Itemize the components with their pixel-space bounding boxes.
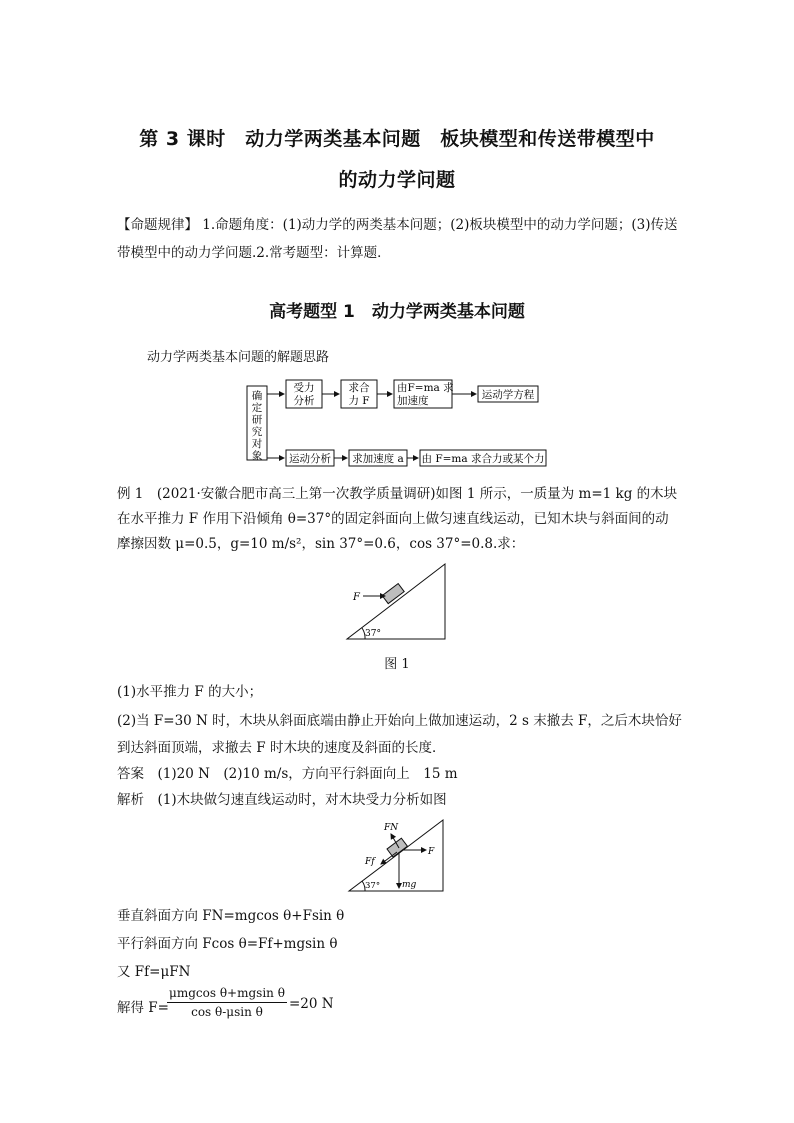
flow-text: 分析 [293,395,315,407]
ff-label: Ff [365,857,375,867]
question-2-line2: 到达斜面顶端，求撤去 F 时木块的速度及斜面的长度． [117,740,446,756]
flow-heading: 动力学两类基本问题的解题思路 [147,350,330,365]
section-title: 高考题型 1 动力学两类基本问题 [269,302,525,322]
figure1-caption: 图 1 [384,657,410,672]
angle-label: 37° [365,881,381,891]
intro-line1: 【命题规律】 1.命题角度：(1)动力学的两类基本问题；(2)板块模型中的动力学问题；(3)传送 [117,217,678,233]
flow-text: 力 F [348,395,370,407]
force-label: F [353,592,360,603]
question-2-line1: (2)当 F=30 N 时，木块从斜面底端由静止开始向上做加速运动，2 s 末撤去 F，之后木块恰好 [117,713,682,729]
fraction-numerator: μmgcos θ+mgsin θ [167,986,287,1003]
flow-text: 受力 [293,382,315,394]
page-title-line1: 第 3 课时 动力学两类基本问题 板块模型和传送带模型中 [139,128,655,150]
flow-text: 加速度 [397,395,429,407]
flow-vbox-char: 对 [251,438,263,450]
flow-text: 由F=ma 求 [397,382,454,394]
figure1-incline [345,560,450,642]
angle-label: 37° [365,629,381,639]
flow-text: 运动学方程 [481,389,535,401]
answer: 答案 (1)20 N (2)10 m/s，方向平行斜面向上 15 m [117,766,458,782]
figure2-force-diagram [347,818,455,894]
example-line1: 例 1 (2021·安徽合肥市高三上第一次教学质量调研)如图 1 所示，一质量为 m=1 kg 的木块 [117,486,678,502]
mg-label: mg [402,880,417,890]
flow-vbox-char: 象 [251,450,263,462]
block [382,584,404,604]
question-1: (1)水平推力 F 的大小； [117,684,263,700]
equation-1: 垂直斜面方向 FN=mgcos θ+Fsin θ [117,908,345,924]
example-line2: 在水平推力 F 作用下沿倾角 θ=37°的固定斜面向上做匀速直线运动，已知木块与斜面间的动 [117,511,669,527]
analysis: 解析 (1)木块做匀速直线运动时，对木块受力分析如图 [117,792,447,808]
flow-text: 求合 [348,382,370,394]
f-label: F [428,847,435,857]
page-title-line2: 的动力学问题 [338,169,456,191]
flow-vbox-char: 确 [251,390,263,402]
flow-diagram [246,372,556,472]
solve-label: 解得 F= [117,1000,169,1016]
equation-3: 又 Ff=μFN [117,964,191,980]
solve-result: =20 N [289,996,334,1012]
fraction [167,986,287,1019]
intro-line2: 带模型中的动力学问题.2.常考题型：计算题． [117,245,391,261]
flow-text: 求加速度 a [352,453,404,465]
flow-vbox-char: 研 [251,414,263,426]
equation-2: 平行斜面方向 Fcos θ=Ff+mgsin θ [117,936,338,952]
flow-vbox-char: 究 [251,426,263,438]
fraction-denominator: cos θ-μsin θ [191,1005,263,1019]
fn-label: FN [384,823,399,833]
flow-text: 由 F=ma 求合力或某个力 [421,453,545,465]
example-line3: 摩擦因数 μ=0.5，g=10 m/s²，sin 37°=0.6，cos 37°=0.8.求： [117,536,525,552]
block [387,838,407,857]
flow-vbox-char: 定 [251,402,263,414]
flow-text: 运动分析 [289,453,331,465]
